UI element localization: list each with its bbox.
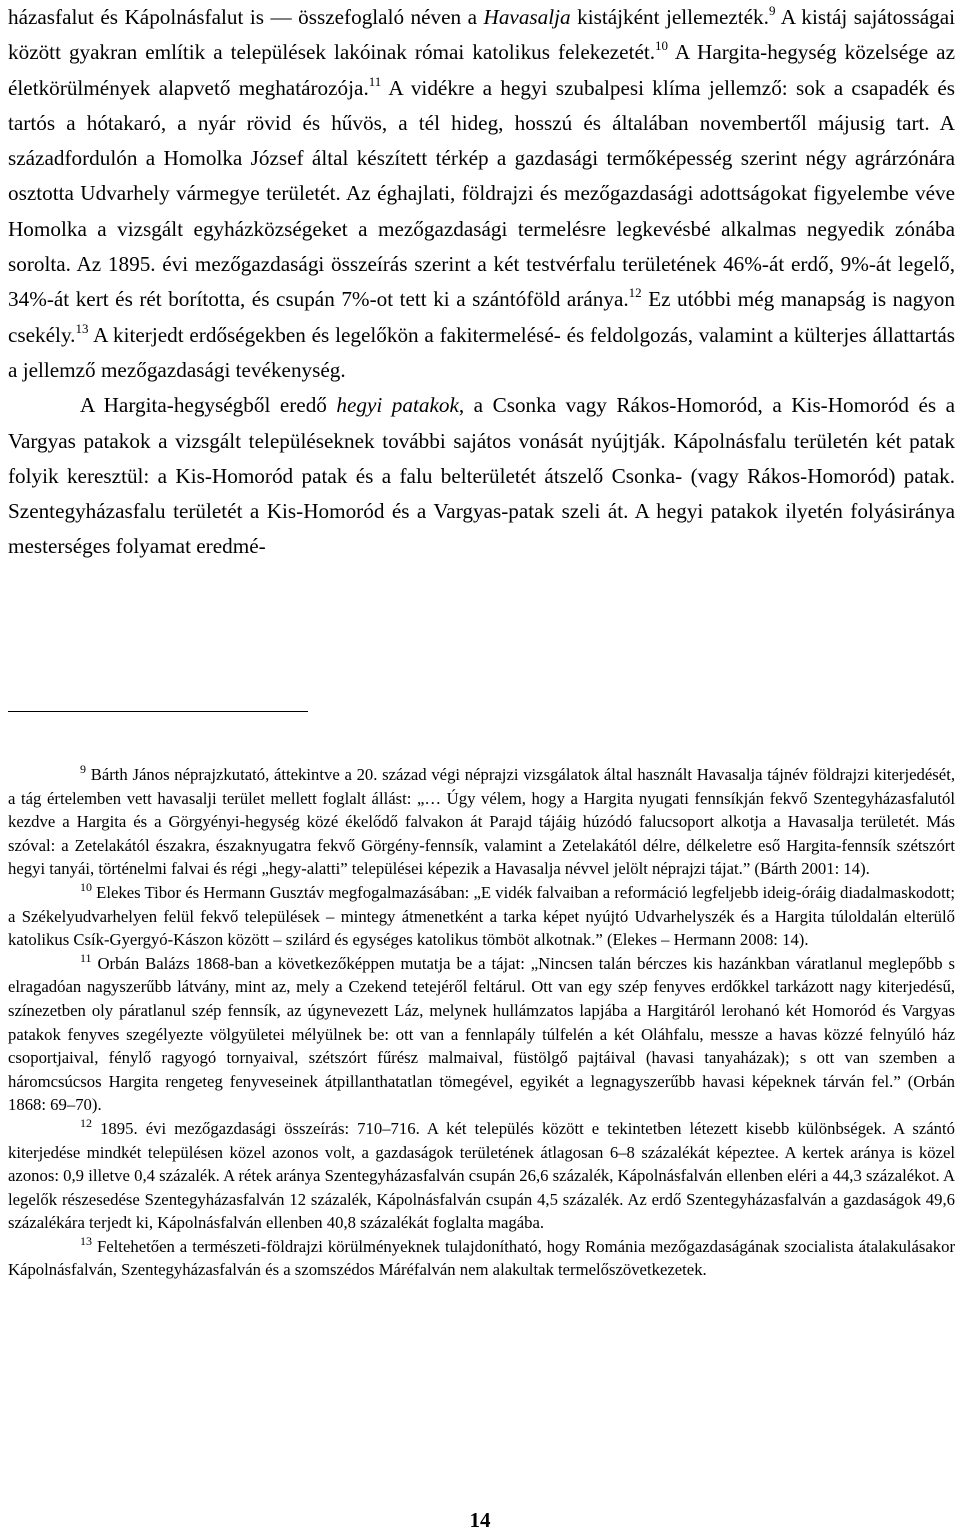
text-run: házasfalut és Kápolnásfalut is — összefoglaló néven a (8, 5, 484, 29)
text-run: A kiterjedt erdőségekben és legelőkön a fakitermelésé- és feldolgozás, valamint a külterjes állattartás a jellemző mezőgazdasági tevékenység. (8, 322, 955, 382)
body-paragraph (8, 388, 955, 564)
footnote-text: 1895. évi mezőgazdasági összeírás: 710–716. A két település között e tekintetben létezett kisebb különbségek. A szántó kiterjedése mindkét településen közel azonos volt, a gazdaságok területének átlagosan 6–8 százalékát képeztee. A kertek aránya is közel azonos: 0,9 illetve 0,4 százalék. A rétek aránya Szentegyházasfalván csupán 26,6 százalék, Kápolnásfalván ellenben eléri a 44,3 százalékot. A legelők részesedése Szentegyházasfalván 12 százalék, Kápolnásfalván csupán 4,5 százalék. Az erdő Szentegyházasfalván a gazdaságok 49,6 százalékára terjedt ki, Kápolnásfalván ellenben 40,8 százalékát foglalta magába. (8, 1118, 955, 1233)
body-text (8, 0, 955, 565)
footnote-12 (8, 1117, 955, 1235)
footnote-number: 10 (80, 879, 92, 894)
footnote-number: 11 (80, 950, 92, 965)
footnote-text: Elekes Tibor és Hermann Gusztáv megfogalmazásában: „E vidék falvaiban a reformáció legfeljebb ideig-óráig diadalmaskodott; a Székelyudvarhelyen felül fekvő települések – mintegy átmenetként a tarka képet nyújtó Udvarhelyszék és a Hargita túloldalán elterülő katolikus Csík-Gyergyó-Kászon között – szilárd és egységes katolikus tömböt alkotnak.” (Elekes – Hermann 2008: 14). (8, 882, 955, 950)
text-run: , a Csonka vagy Rákos-Homoród, a Kis-Homoród és a Vargyas patakok a vizsgált településeknek további sajátos vonását nyújtják. Kápolnásfalu területén két patak folyik keresztül: a Kis-Homoród patak és a falu belterületét átszelő Csonka- (vagy Rákos-Homoród) patak. Szentegyházasfalu területét a Kis-Homoród és a Vargyas-patak szeli át. A hegyi patakok ilyetén folyásiránya mesterséges folyamat eredmé- (8, 393, 956, 559)
body-paragraph (8, 0, 955, 388)
footnote-9 (8, 763, 955, 881)
footnotes (8, 763, 955, 1282)
footnote-text: Feltehetően a természeti-földrajzi körülményeknek tulajdonítható, hogy Románia mezőgazdaságának szocialista átalakulásakor Kápolnásfalván, Szentegyházasfalván és a szomszédos Máréfalván nem alakultak termelőszövetkezetek. (8, 1236, 955, 1280)
page-number: 14 (469, 1508, 491, 1532)
footnote-ref: 13 (75, 320, 89, 336)
footnote-13 (8, 1235, 955, 1282)
footnote-10 (8, 881, 955, 952)
footnote-number: 13 (80, 1233, 92, 1248)
text-run: A Hargita-hegység közelsége az életkörülmények alapvető meghatározója. (8, 40, 955, 100)
footnote-ref: 11 (368, 73, 382, 89)
footnote-number: 12 (80, 1115, 92, 1130)
document-page (8, 0, 955, 565)
text-run: kistájként jellemezték. (570, 5, 769, 29)
footnote-ref: 10 (655, 38, 669, 54)
footnote-11 (8, 952, 955, 1117)
footnote-ref: 9 (768, 3, 776, 18)
footnote-text: Orbán Balázs 1868-ban a következőképpen mutatja be a tájat: „Nincsen talán bérczes kis hazánkban váratlanul meglepőbb s elragadóan nagyszerűbb látvány, mint az, mely a Czekend tetejéről feltárul. Ott van egy szép fenyves erdőkkel tarkázott nagy kiterjedésű, színezetben oly páratlanul szép fennsík, az úgynevezett Láz, melynek hullámzatos lapjába a Hargitáról lerohanó két Homoród és Vargyas patakok fenyves szegélyezte völgyületei mélyülnek be: ott van a fennlapály túlfelén a két Oláhfalu, messze a havas közzé felnyúló ház csoportjaival, fénylő ragyogó tornyaival, szétszórt fűrész malmaival, füstölgő pajtáival (havasi tanyaházak); s ott van szemben a háromcsúcsos Hargita rengeteg fenyveseinek átpillanthatatlan tömegével, egyikét a legnagyszerűbb havasi képeknek tárván fel.” (Orbán 1868: 69–70). (8, 953, 955, 1115)
text-run: A kistáj sajátosságai között gyakran említik a települések lakóinak római katolikus felekezetét. (8, 5, 955, 65)
text-run: A Hargita-hegységből eredő (80, 393, 337, 418)
footnote-ref: 12 (628, 285, 642, 301)
text-run: Ez utóbbi még manapság is nagyon csekély. (8, 287, 955, 347)
italic-text: hegyi patakok (336, 393, 459, 418)
footnote-separator (8, 711, 308, 712)
footnote-number: 9 (80, 762, 86, 776)
footnote-text: Bárth János néprajzkutató, áttekintve a 20. század végi néprajzi vizsgálatok által használt Havasalja tájnév földrajzi kiterjedését, a tág értelemben vett havasalji terület mellett foglalt állást: „… Úgy vélem, hogy a Hargita nyugati fennsíkján fekvő Szentegyházasfalutól kezdve a Hargita és a Görgyényi-hegység közé ékelődő falvakon át Parajd tájáig húzódó falucsoport alkotja a Havasalja területét. Más szóval: a Zetelakától északra, északnyugatra fekvő Görgény-fennsík, valamint a Zetelakától délre, délkeletre eső Hargita-fennsík szétszórt hegyi tanyái, történelmi falvai és régi „hegy-alatti” települései képezik a Havasalja névvel jelölt néprajzi tájat.” (Bárth 2001: 14). (8, 765, 955, 879)
text-run: A vidékre a hegyi szubalpesi klíma jellemző: sok a csapadék és tartós a hótakaró, a nyár rövid és hűvös, a tél hideg, hosszú és általában novembertől májusig tart. A századfordulón a Homolka József által készített térkép a gazdasági termőképesség szerint négy agrárzónára osztotta Udvarhely vármegye területét. Az éghajlati, földrajzi és mezőgazdasági adottságokat figyelembe véve Homolka a vizsgált egyházközségeket a mezőgazdasági termelésre legkevésbé alkalmas negyedik zónába sorolta. Az 1895. évi mezőgazdasági összeírás szerint a két testvérfalu területének 46%-át erdő, 9%-át legelő, 34%-át kert és rét borította, és csupán 7%-ot tett ki a szántóföld aránya. (8, 75, 955, 312)
italic-text: Havasalja (483, 5, 571, 29)
